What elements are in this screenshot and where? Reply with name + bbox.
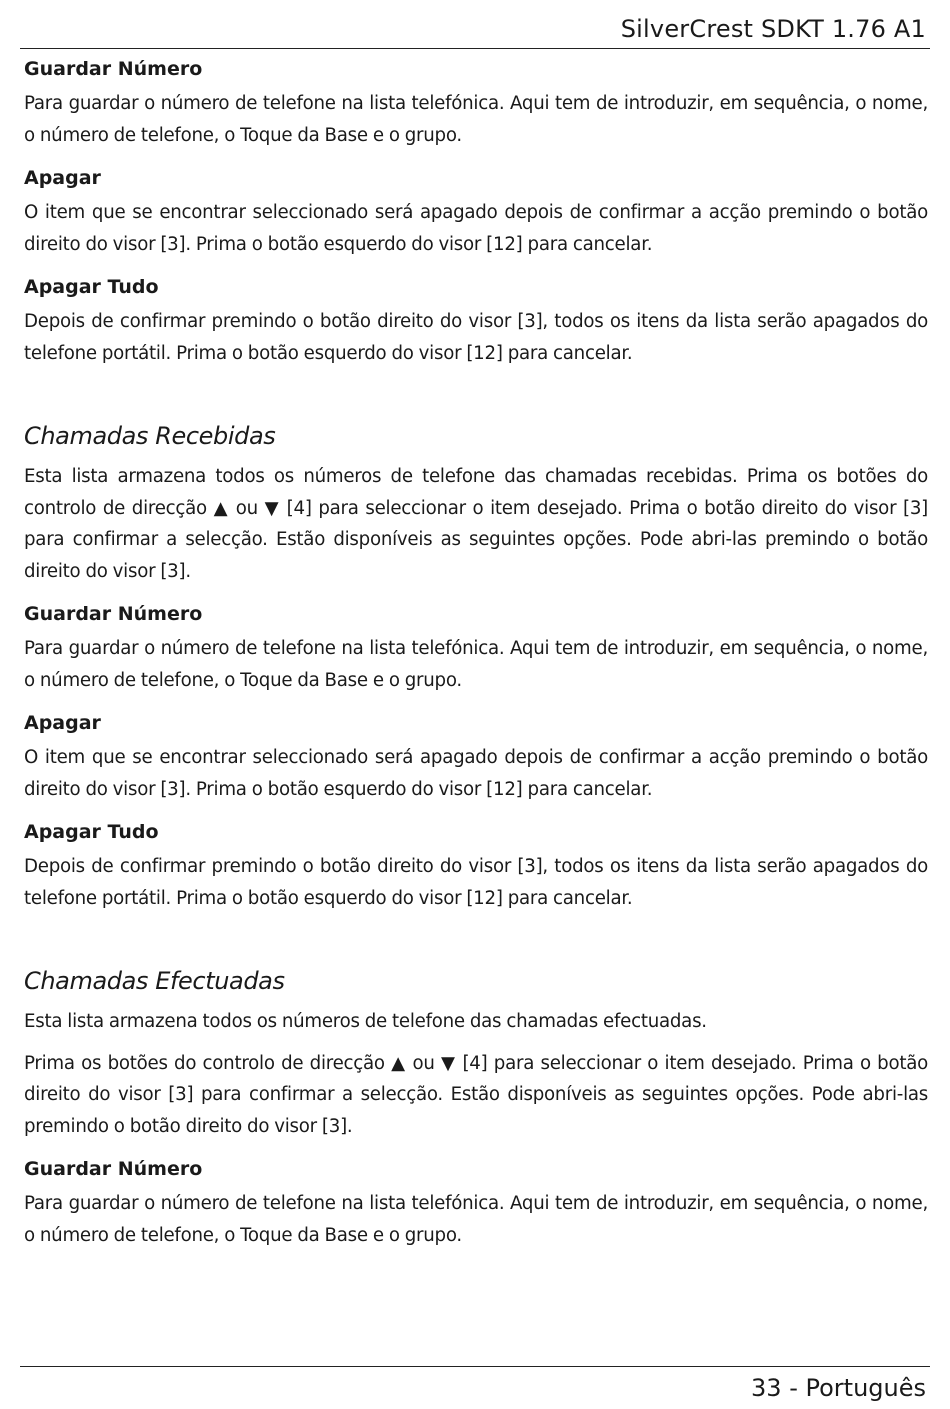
paragraph-guardar-numero: Para guardar o número de telefone na lista telefónica. Aqui tem de introduzir, em sequência, o nome, o número de telefone, o Toque da Base e o grupo. [24, 638, 928, 691]
heading-guardar-numero: Guardar Número [24, 58, 203, 80]
heading-guardar-numero: Guardar Número [24, 1158, 203, 1180]
heading-apagar: Apagar [24, 167, 101, 189]
paragraph-guardar-numero: Para guardar o número de telefone na lista telefónica. Aqui tem de introduzir, em sequência, o nome, o número de telefone, o Toque da Base e o grupo. [24, 1193, 928, 1246]
paragraph-efectuadas-intro: Esta lista armazena todos os números de telefone das chamadas efectuadas. [24, 1011, 707, 1032]
page-footer [20, 1366, 930, 1405]
heading-apagar: Apagar [24, 712, 101, 734]
paragraph-apagar-tudo: Depois de confirmar premindo o botão direito do visor [3], todos os itens da lista serão apagados do telefone portátil. Prima o botão esquerdo do visor [12] para cancelar. [24, 311, 928, 364]
paragraph-apagar-tudo: Depois de confirmar premindo o botão direito do visor [3], todos os itens da lista serão apagados do telefone portátil. Prima o botão esquerdo do visor [12] para cancelar. [24, 856, 928, 909]
document-title: SilverCrest SDKT 1.76 A1 [620, 15, 926, 43]
heading-apagar-tudo: Apagar Tudo [24, 821, 159, 843]
section-title-chamadas-efectuadas: Chamadas Efectuadas [24, 967, 285, 995]
paragraph-recebidas-intro: Esta lista armazena todos os números de telefone das chamadas recebidas. Prima os botões do controlo de direcção ▲ ou ▼ [4] para seleccionar o item desejado. Prima o botão direito do visor [3] para confirmar a selecção. Estão disponíveis as seguintes opções. Pode abri-las premindo o botão direito do visor [3]. [24, 466, 928, 582]
paragraph-efectuadas-instructions: Prima os botões do controlo de direcção ▲ ou ▼ [4] para seleccionar o item desejado. Prima o botão direito do visor [3] para confirmar a selecção. Estão disponíveis as seguintes opções. Pode abri-las premindo o botão direito do visor [3]. [24, 1052, 928, 1137]
paragraph-apagar: O item que se encontrar seleccionado será apagado depois de confirmar a acção premindo o botão direito do visor [3]. Prima o botão esquerdo do visor [12] para cancelar. [24, 202, 928, 255]
heading-guardar-numero: Guardar Número [24, 603, 203, 625]
page-content [24, 52, 928, 1261]
section-title-chamadas-recebidas: Chamadas Recebidas [24, 422, 276, 450]
page-number: 33 - Português [751, 1374, 926, 1402]
paragraph-guardar-numero: Para guardar o número de telefone na lista telefónica. Aqui tem de introduzir, em sequência, o nome, o número de telefone, o Toque da Base e o grupo. [24, 93, 928, 146]
paragraph-apagar: O item que se encontrar seleccionado será apagado depois de confirmar a acção premindo o botão direito do visor [3]. Prima o botão esquerdo do visor [12] para cancelar. [24, 747, 928, 800]
heading-apagar-tudo: Apagar Tudo [24, 276, 159, 298]
page-header [20, 12, 930, 49]
